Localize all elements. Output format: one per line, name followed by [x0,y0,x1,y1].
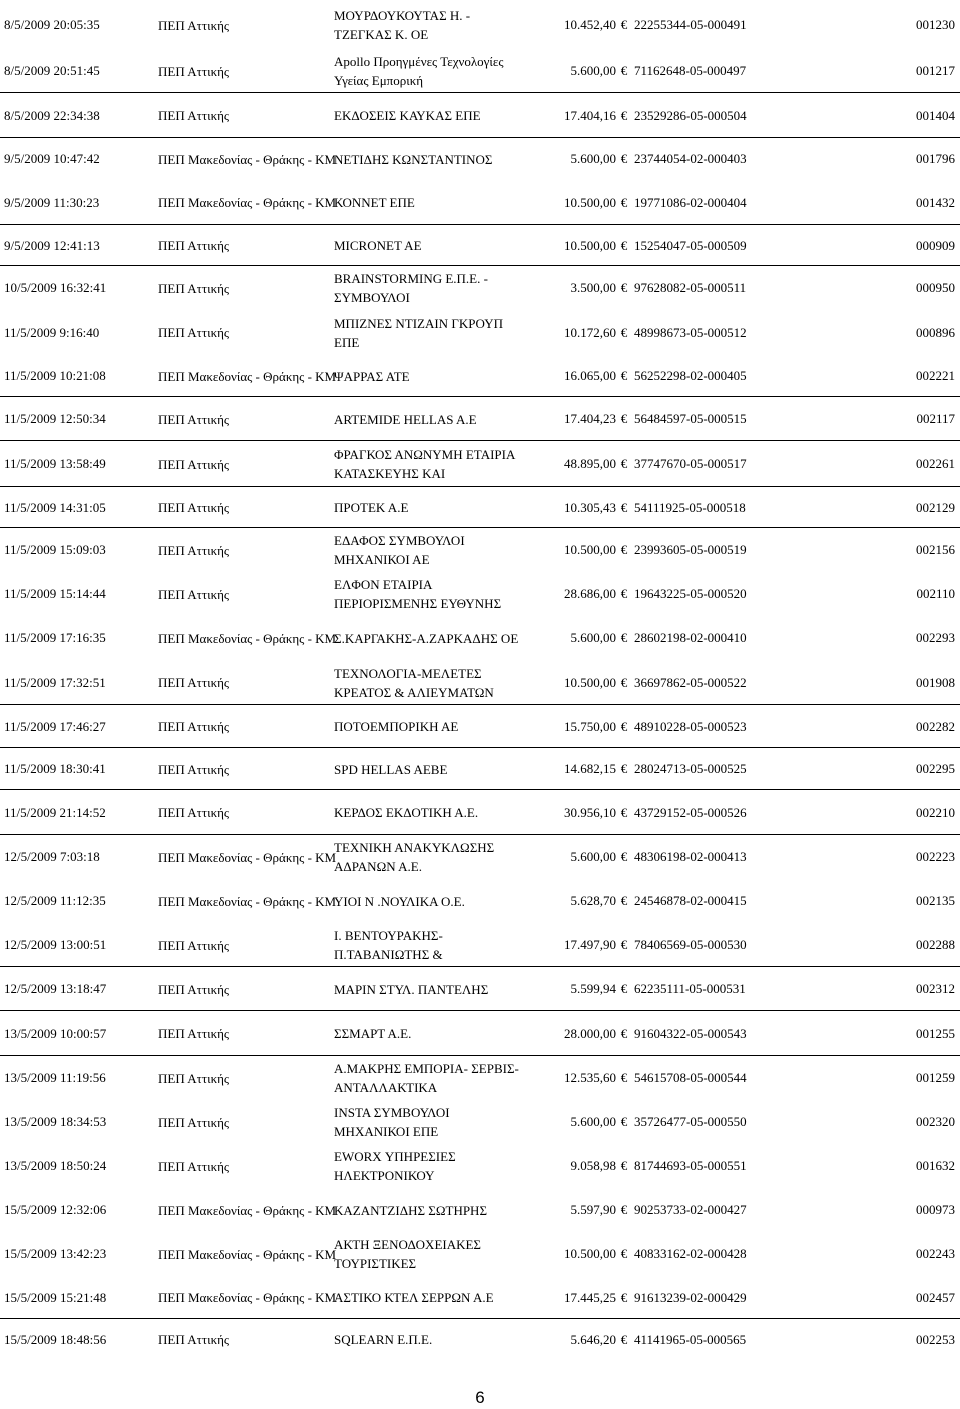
beneficiary-cell: ΜΟΥΡΔΟΥΚΟΥΤΑΣ Η. - ΤΖΕΓΚΑΣ Κ. ΟΕ [334,8,471,42]
record-group [0,396,960,441]
table-row [0,310,960,355]
table-row [0,705,960,748]
date-cell: 15/5/2009 13:42:23 [4,1246,107,1261]
table-row [0,572,960,616]
date-cell: 12/5/2009 11:12:35 [4,893,106,908]
euro-icon: € [620,17,628,32]
amount-cell: 5.600,00 [570,849,616,864]
euro-icon: € [620,1158,628,1173]
id-cell: 000909 [916,237,955,253]
id-cell: 002320 [916,1114,955,1129]
program-cell: ΠΕΠ Αττικής [158,1070,230,1086]
date-cell: 13/5/2009 11:19:56 [4,1070,106,1085]
beneficiary-cell: ΚΑΖΑΝΤΖΙΔΗΣ ΣΩΤΗΡΗΣ [334,1202,488,1218]
table-row [0,1100,960,1144]
beneficiary-cell: Apollo Προηγμένες Τεχνολογίες Υγείας Εμπορική [334,54,504,88]
program-cell: ΠΕΠ Μακεδονίας - Θράκης - ΚΜ [158,151,337,167]
amount-cell: 12.535,60 [564,1070,616,1085]
record-group [0,440,960,487]
euro-icon: € [620,411,628,426]
table-row [0,748,960,790]
id-cell: 001230 [916,17,955,32]
date-cell: 11/5/2009 10:21:08 [4,368,106,383]
program-cell: ΠΕΠ Αττικής [158,675,230,690]
beneficiary-cell: Ι. ΒΕΝΤΟΥΡΑΚΗΣ- Π.ΤΑΒΑΝΙΩΤΗΣ & [334,928,443,962]
euro-icon: € [620,893,628,908]
amount-cell: 5.597,90 [570,1202,616,1217]
table-row [0,1232,960,1276]
amount-cell: 5.628,70 [570,893,616,908]
program-cell: ΠΕΠ Αττικής [158,1026,230,1041]
code-cell: 22255344-05-000491 [634,17,747,32]
amount-cell: 5.600,00 [570,151,616,166]
amount-cell: 5.646,20 [570,1331,616,1347]
date-cell: 11/5/2009 9:16:40 [4,324,100,340]
table-row [0,93,960,138]
amount-cell: 10.305,43 [564,499,616,515]
table-row [0,50,960,92]
date-cell: 11/5/2009 17:16:35 [4,630,106,645]
euro-icon: € [620,981,628,996]
program-cell: ΠΕΠ Αττικής [158,805,230,820]
id-cell: 002156 [916,542,955,557]
table-row [0,266,960,310]
date-cell: 8/5/2009 22:34:38 [4,107,100,123]
id-cell: 002135 [916,893,955,908]
table-row [0,879,960,923]
date-cell: 13/5/2009 10:00:57 [4,1025,107,1041]
code-cell: 54111925-05-000518 [634,499,746,515]
table-row [0,616,960,660]
id-cell: 000896 [916,324,955,340]
beneficiary-cell: ΕΛΦΟΝ ΕΤΑΙΡΙΑ ΠΕΡΙΟΡΙΣΜΕΝΗΣ ΕΥΘΥΝΗΣ [334,577,502,611]
date-cell: 9/5/2009 11:30:23 [4,194,100,210]
code-cell: 81744693-05-000551 [634,1158,747,1173]
code-cell: 90253733-02-000427 [634,1202,747,1217]
euro-icon: € [620,1289,628,1305]
id-cell: 002117 [916,411,955,426]
id-cell: 000973 [916,1202,955,1217]
euro-icon: € [620,499,628,515]
euro-icon: € [620,542,628,557]
beneficiary-cell: SQLEARN Ε.Π.Ε. [334,1332,433,1347]
table-row [0,0,960,50]
date-cell: 13/5/2009 18:50:24 [4,1158,107,1173]
program-cell: ΠΕΠ Μακεδονίας - Θράκης - ΚΜ [158,1246,337,1262]
date-cell: 10/5/2009 16:32:41 [4,280,107,295]
date-cell: 11/5/2009 15:09:03 [4,542,106,557]
amount-cell: 17.404,23 [564,411,616,426]
program-cell: ΠΕΠ Αττικής [158,761,230,777]
beneficiary-cell: ΨΑΡΡΑΣ ΑΤΕ [334,368,410,384]
program-cell: ΠΕΠ Μακεδονίας - Θράκης - ΚΜ [158,893,337,909]
table-row [0,1188,960,1232]
table-row [0,967,960,1011]
record-group [0,486,960,528]
record-group [0,1055,960,1319]
table-row [0,225,960,266]
record-group [0,265,960,397]
beneficiary-cell: Σ.ΚΑΡΓΑΚΗΣ-Α.ΖΑΡΚΑΔΗΣ ΟΕ [334,630,519,646]
amount-cell: 5.600,00 [570,630,616,645]
amount-cell: 10.500,00 [564,674,616,690]
program-cell: ΠΕΠ Αττικής [158,411,230,427]
euro-icon: € [620,1202,628,1217]
euro-icon: € [620,1025,628,1041]
beneficiary-cell: SPD HELLAS AEBE [334,761,448,777]
record-group [0,704,960,748]
code-cell: 19771086-02-000404 [634,194,747,210]
program-cell: ΠΕΠ Μακεδονίας - Θράκης - ΚΜ [158,1290,337,1305]
amount-cell: 10.452,40 [564,17,616,32]
euro-icon: € [620,1331,628,1347]
code-cell: 23529286-05-000504 [634,107,747,123]
euro-icon: € [620,586,628,601]
beneficiary-cell: ΤΕΧΝΟΛΟΓΙΑ-ΜΕΛΕΤΕΣ ΚΡΕΑΤΟΣ & ΑΛΙΕΥΜΑΤΩΝ [334,665,494,700]
program-cell: ΠΕΠ Αττικής [158,17,230,33]
record-group [0,834,960,967]
code-cell: 56252298-02-000405 [634,368,747,383]
date-cell: 12/5/2009 13:00:51 [4,937,107,952]
amount-cell: 15.750,00 [564,718,616,734]
table-row [0,790,960,835]
amount-cell: 17.445,25 [564,1289,616,1305]
table-row [0,528,960,572]
code-cell: 54615708-05-000544 [634,1070,747,1085]
amount-cell: 5.600,00 [570,63,616,78]
date-cell: 15/5/2009 12:32:06 [4,1202,107,1217]
beneficiary-cell: ΕΚΔΟΣΕΙΣ ΚΑΥΚΑΣ ΕΠΕ [334,108,481,123]
date-cell: 15/5/2009 15:21:48 [4,1289,107,1305]
program-cell: ΠΕΠ Αττικής [158,1114,230,1130]
beneficiary-cell: EWORX ΥΠΗΡΕΣΙΕΣ ΗΛΕΚΤΡΟΝΙΚΟΥ [334,1149,456,1183]
beneficiary-cell: ΕΔΑΦΟΣ ΣΥΜΒΟΥΛΟΙ ΜΗΧΑΝΙΚΟΙ ΑΕ [334,533,465,567]
id-cell: 002295 [916,761,955,776]
euro-icon: € [620,368,628,383]
program-cell: ΠΕΠ Μακεδονίας - Θράκης - ΚΜ [158,195,337,210]
code-cell: 78406569-05-000530 [634,937,747,952]
table-row [0,441,960,487]
code-cell: 36697862-05-000522 [634,674,747,690]
beneficiary-cell: MICRONET AE [334,238,422,253]
code-cell: 23744054-02-000403 [634,151,747,166]
amount-cell: 14.682,15 [564,761,616,776]
code-cell: 91604322-05-000543 [634,1025,747,1041]
code-cell: 48910228-05-000523 [634,718,747,734]
amount-cell: 28.000,00 [564,1025,616,1041]
code-cell: 62235111-05-000531 [634,981,746,996]
table-row [0,1276,960,1319]
program-cell: ΠΕΠ Μακεδονίας - Θράκης - ΚΜ [158,368,337,384]
date-cell: 11/5/2009 13:58:49 [4,456,106,471]
euro-icon: € [620,107,628,123]
program-cell: ΠΕΠ Αττικής [158,1158,230,1174]
code-cell: 28024713-05-000525 [634,761,747,776]
amount-cell: 9.058,98 [570,1158,616,1173]
euro-icon: € [620,674,628,690]
table-row [0,923,960,967]
program-cell: ΠΕΠ Αττικής [158,456,230,472]
id-cell: 002210 [916,804,955,820]
code-cell: 23993605-05-000519 [634,542,747,557]
record-group [0,137,960,225]
program-cell: ΠΕΠ Αττικής [158,238,230,253]
program-cell: ΠΕΠ Αττικής [158,719,230,734]
id-cell: 002282 [916,718,955,734]
id-cell: 001404 [916,107,955,123]
id-cell: 002253 [916,1331,955,1347]
amount-cell: 10.500,00 [564,237,616,253]
beneficiary-cell: ΝΕΤΙΔΗΣ ΚΩΝΣΤΑΝΤΙΝΟΣ [334,151,493,167]
id-cell: 001432 [916,194,955,210]
id-cell: 001908 [916,674,955,690]
euro-icon: € [620,630,628,645]
id-cell: 001259 [916,1070,955,1085]
amount-cell: 16.065,00 [564,368,616,383]
beneficiary-cell: ARTEMIDE HELLAS A.E [334,411,477,427]
code-cell: 71162648-05-000497 [634,63,747,78]
table-row [0,1011,960,1056]
euro-icon: € [620,849,628,864]
amount-cell: 10.172,60 [564,324,616,340]
table-row [0,397,960,441]
date-cell: 11/5/2009 17:32:51 [4,674,106,690]
beneficiary-cell: ΑΚΤΗ ΞΕΝΟΔΟΧΕΙΑΚΕΣ ΤΟΥΡΙΣΤΙΚΕΣ [334,1237,481,1271]
id-cell: 002293 [916,630,955,645]
page-number: 6 [475,1388,485,1407]
program-cell: ΠΕΠ Αττικής [158,280,230,296]
id-cell: 001255 [916,1025,955,1041]
record-group [0,527,960,705]
program-cell: ΠΕΠ Μακεδονίας - Θράκης - ΚΜ [158,849,337,865]
amount-cell: 10.500,00 [564,1246,616,1261]
date-cell: 15/5/2009 18:48:56 [4,1331,107,1347]
euro-icon: € [620,1114,628,1129]
code-cell: 97628082-05-000511 [634,280,747,295]
date-cell: 11/5/2009 18:30:41 [4,761,106,776]
program-cell: ΠΕΠ Αττικής [158,500,230,515]
beneficiary-cell: ΠΡΟΤΕΚ Α.Ε [334,500,409,515]
amount-cell: 30.956,10 [564,804,616,820]
euro-icon: € [620,151,628,166]
beneficiary-cell: ΜΑΡΙΝ ΣΤΥΛ. ΠΑΝΤΕΛΗΣ [334,981,489,997]
amount-cell: 10.500,00 [564,542,616,557]
id-cell: 002110 [916,586,955,601]
beneficiary-cell: ΤΕΧΝΙΚΗ ΑΝΑΚΥΚΛΩΣΗΣ ΑΔΡΑΝΩΝ Α.Ε. [334,840,495,874]
date-cell: 12/5/2009 13:18:47 [4,981,107,996]
date-cell: 9/5/2009 12:41:13 [4,237,100,253]
amount-cell: 3.500,00 [570,280,616,295]
date-cell: 11/5/2009 21:14:52 [4,804,106,820]
amount-cell: 17.404,16 [564,107,616,123]
id-cell: 002221 [916,368,955,383]
record-group [0,747,960,790]
code-cell: 48998673-05-000512 [634,324,747,340]
beneficiary-cell: ΥΙΟΙ Ν .ΝΟΥΛΙΚΑ Ο.Ε. [334,893,465,909]
table-row [0,1056,960,1100]
beneficiary-cell: BRAINSTORMING Ε.Π.Ε. - ΣΥΜΒΟΥΛΟΙ [334,271,488,305]
id-cell: 000950 [916,280,955,295]
date-cell: 11/5/2009 14:31:05 [4,499,106,515]
code-cell: 28602198-02-000410 [634,630,747,645]
record-group [0,0,960,92]
beneficiary-cell: ΠΟΤΟΕΜΠΟΡΙΚΗ ΑΕ [334,719,459,734]
table-row [0,355,960,397]
code-cell: 41141965-05-000565 [634,1331,747,1347]
amount-cell: 48.895,00 [564,456,616,471]
record-group [0,92,960,138]
beneficiary-cell: ΑΣΤΙΚΟ ΚΤΕΛ ΣΕΡΡΩΝ Α.Ε [334,1290,494,1305]
code-cell: 91613239-02-000429 [634,1289,747,1305]
code-cell: 35726477-05-000550 [634,1114,747,1129]
table-row [0,1144,960,1188]
beneficiary-cell: INSTA ΣΥΜΒΟΥΛΟΙ ΜΗΧΑΝΙΚΟΙ ΕΠΕ [334,1105,450,1139]
program-cell: ΠΕΠ Μακεδονίας - Θράκης - ΚΜ [158,1202,337,1218]
id-cell: 002129 [916,499,955,515]
euro-icon: € [620,194,628,210]
date-cell: 11/5/2009 17:46:27 [4,718,106,734]
record-group [0,789,960,835]
euro-icon: € [620,761,628,776]
euro-icon: € [620,1246,628,1261]
euro-icon: € [620,237,628,253]
id-cell: 001632 [916,1158,955,1173]
table-row [0,138,960,180]
code-cell: 37747670-05-000517 [634,456,747,471]
id-cell: 002243 [916,1246,955,1261]
table-row [0,835,960,879]
date-cell: 13/5/2009 18:34:53 [4,1114,107,1129]
code-cell: 15254047-05-000509 [634,237,747,253]
program-cell: ΠΕΠ Μακεδονίας - Θράκης - ΚΜ [158,630,337,646]
euro-icon: € [620,1070,628,1085]
program-cell: ΠΕΠ Αττικής [158,108,230,123]
program-cell: ΠΕΠ Αττικής [158,586,230,602]
record-group [0,1318,960,1360]
code-cell: 19643225-05-000520 [634,586,747,601]
date-cell: 9/5/2009 10:47:42 [4,151,100,166]
program-cell: ΠΕΠ Αττικής [158,63,230,79]
date-cell: 8/5/2009 20:05:35 [4,17,100,32]
program-cell: ΠΕΠ Αττικής [158,981,230,997]
table-row [0,180,960,225]
amount-cell: 5.599,94 [570,981,616,996]
id-cell: 002288 [916,937,955,952]
record-group [0,224,960,266]
program-cell: ΠΕΠ Αττικής [158,937,230,953]
beneficiary-cell: ΣΣΜΑΡΤ Α.Ε. [334,1026,412,1041]
table-row [0,660,960,705]
beneficiary-cell: ΜΠΙΖΝΕΣ ΝΤΙΖΑΙΝ ΓΚΡΟΥΠ ΕΠΕ [334,315,503,350]
amount-cell: 17.497,90 [564,937,616,952]
code-cell: 43729152-05-000526 [634,804,747,820]
code-cell: 48306198-02-000413 [634,849,747,864]
euro-icon: € [620,280,628,295]
record-group [0,1010,960,1056]
date-cell: 12/5/2009 7:03:18 [4,849,100,864]
beneficiary-cell: ΚΟΝΝΕΤ ΕΠΕ [334,195,415,210]
beneficiary-cell: ΚΕΡΔΟΣ ΕΚΔΟΤΙΚΗ Α.Ε. [334,805,479,820]
program-cell: ΠΕΠ Αττικής [158,325,230,340]
beneficiary-cell: ΦΡΑΓΚΟΣ ΑΝΩΝΥΜΗ ΕΤΑΙΡΙΑ ΚΑΤΑΣΚΕΥΗΣ ΚΑΙ [334,447,515,481]
amount-cell: 10.500,00 [564,194,616,210]
date-cell: 11/5/2009 12:50:34 [4,411,106,426]
record-group [0,966,960,1011]
euro-icon: € [620,324,628,340]
date-cell: 8/5/2009 20:51:45 [4,63,100,78]
id-cell: 002223 [916,849,955,864]
amount-cell: 28.686,00 [564,586,616,601]
date-cell: 11/5/2009 15:14:44 [4,586,106,601]
euro-icon: € [620,456,628,471]
table-row [0,1319,960,1360]
beneficiary-cell: Α.ΜΑΚΡΗΣ ΕΜΠΟΡΙΑ- ΣΕΡΒΙΣ-ΑΝΤΑΛΛΑΚΤΙΚΑ [334,1061,519,1095]
euro-icon: € [620,937,628,952]
euro-icon: € [620,63,628,78]
id-cell: 002312 [916,981,955,996]
program-cell: ΠΕΠ Αττικής [158,1332,230,1347]
code-cell: 24546878-02-000415 [634,893,747,908]
euro-icon: € [620,718,628,734]
euro-icon: € [620,804,628,820]
amount-cell: 5.600,00 [570,1114,616,1129]
table-row [0,487,960,528]
code-cell: 40833162-02-000428 [634,1246,747,1261]
program-cell: ΠΕΠ Αττικής [158,542,230,558]
id-cell: 002261 [916,456,955,471]
id-cell: 001796 [916,151,955,166]
id-cell: 001217 [916,63,955,78]
code-cell: 56484597-05-000515 [634,411,747,426]
id-cell: 002457 [916,1289,955,1305]
